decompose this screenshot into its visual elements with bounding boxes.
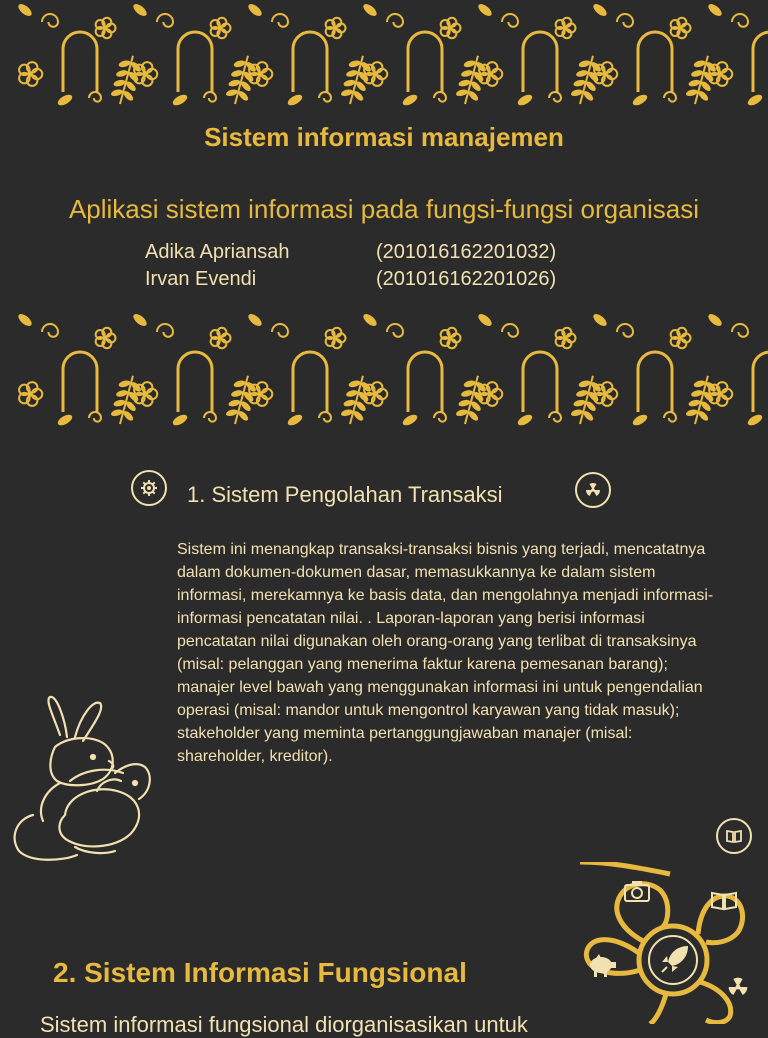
- swirl-motif: [157, 14, 173, 27]
- author-name: Adika Apriansah: [145, 241, 290, 263]
- flower-motif: [671, 18, 691, 38]
- leaf-motif: [56, 413, 74, 428]
- flower-motif: [671, 328, 691, 348]
- leaf-motif: [516, 93, 534, 108]
- author-id: (201016162201032): [376, 241, 557, 263]
- camera-icon: [624, 880, 650, 902]
- leaf-motif: [746, 93, 764, 108]
- leaf-motif: [706, 2, 723, 18]
- flower-motif: [556, 18, 576, 38]
- flower-motif: [594, 62, 617, 86]
- swirl-motif: [387, 14, 403, 27]
- swirl-motif: [387, 324, 403, 337]
- swirl-motif: [664, 412, 676, 422]
- leaf-sprig-motif: [108, 52, 145, 107]
- flower-motif: [326, 328, 346, 348]
- section-title-2: 2. Sistem Informasi Fungsional: [53, 957, 467, 988]
- swirl-motif: [434, 92, 446, 102]
- flower-motif: [96, 18, 116, 38]
- swirl-motif: [272, 324, 288, 337]
- swirl-motif: [502, 324, 518, 337]
- book-icon: [716, 818, 752, 854]
- page-subtitle: Aplikasi sistem informasi pada fungsi-fungsi organisasi: [68, 194, 700, 224]
- floral-border-top: [0, 0, 768, 112]
- swirl-motif: [89, 92, 101, 102]
- leaf-sprig-motif: [338, 372, 375, 427]
- leaf-motif: [361, 2, 378, 18]
- arch-motif: [178, 352, 212, 412]
- flower-motif: [211, 18, 231, 38]
- radiation-icon: [726, 975, 750, 999]
- swirl-motif: [204, 92, 216, 102]
- swirl-motif: [617, 324, 633, 337]
- leaf-motif: [746, 413, 764, 428]
- leaf-motif: [131, 312, 148, 328]
- section-title-1: 1. Sistem Pengolahan Transaksi: [187, 482, 503, 507]
- leaf-sprig-motif: [223, 52, 260, 107]
- leaf-sprig-motif: [568, 52, 605, 107]
- flower-motif: [96, 328, 116, 348]
- flower-motif: [441, 328, 461, 348]
- flower-motif: [556, 328, 576, 348]
- swirl-motif: [157, 324, 173, 337]
- swirl-motif: [42, 14, 58, 27]
- arch-motif: [178, 32, 212, 92]
- arch-motif: [408, 352, 442, 412]
- flower-motif: [19, 382, 42, 406]
- leaf-motif: [631, 413, 649, 428]
- leaf-motif: [171, 93, 189, 108]
- leaf-sprig-motif: [338, 52, 375, 107]
- leaf-motif: [16, 2, 33, 18]
- swirl-motif: [549, 92, 561, 102]
- swirl-motif: [617, 14, 633, 27]
- arch-motif: [753, 32, 768, 92]
- leaf-motif: [401, 413, 419, 428]
- page-title: Sistem informasi manajemen: [204, 122, 564, 152]
- leaf-motif: [516, 413, 534, 428]
- leaf-motif: [286, 93, 304, 108]
- swirl-motif: [664, 92, 676, 102]
- swirl-motif: [319, 412, 331, 422]
- arch-motif: [523, 32, 557, 92]
- leaf-sprig-motif: [683, 372, 720, 427]
- book-icon: [710, 890, 738, 912]
- swirl-motif: [732, 14, 748, 27]
- flower-motif: [326, 18, 346, 38]
- leaf-sprig-motif: [453, 372, 490, 427]
- flower-motif: [441, 18, 461, 38]
- leaf-motif: [361, 312, 378, 328]
- flower-motif: [709, 382, 732, 406]
- arch-motif: [753, 352, 768, 412]
- flower-motif: [479, 62, 502, 86]
- swirl-motif: [549, 412, 561, 422]
- section-body-2-partial: Sistem informasi fungsional diorganisasikan untuk: [40, 1012, 528, 1037]
- rocket-icon: [658, 942, 692, 976]
- leaf-motif: [476, 2, 493, 18]
- piggy-bank-icon: [586, 952, 618, 978]
- swirl-motif: [732, 324, 748, 337]
- leaf-sprig-motif: [683, 52, 720, 107]
- swirl-motif: [204, 412, 216, 422]
- arch-motif: [63, 32, 97, 92]
- leaf-motif: [131, 2, 148, 18]
- flower-motif: [134, 382, 157, 406]
- rabbit-illustration: [5, 695, 155, 865]
- leaf-motif: [16, 312, 33, 328]
- swirl-motif: [502, 14, 518, 27]
- floral-border-middle: [0, 310, 768, 432]
- swirl-motif: [319, 92, 331, 102]
- leaf-motif: [56, 93, 74, 108]
- arch-motif: [63, 352, 97, 412]
- flower-motif: [709, 62, 732, 86]
- leaf-motif: [591, 2, 608, 18]
- leaf-sprig-motif: [223, 372, 260, 427]
- author-id: (201016162201026): [376, 268, 557, 290]
- leaf-motif: [286, 413, 304, 428]
- radiation-icon: [575, 472, 611, 508]
- gear-icon: [131, 470, 167, 506]
- swirl-motif: [434, 412, 446, 422]
- flower-motif: [211, 328, 231, 348]
- flower-motif: [249, 62, 272, 86]
- leaf-sprig-motif: [453, 52, 490, 107]
- flower-motif: [249, 382, 272, 406]
- flower-motif: [594, 382, 617, 406]
- arch-motif: [293, 32, 327, 92]
- section-body-1: Sistem ini menangkap transaksi-transaksi bisnis yang terjadi, mencatatnya dalam dokumen-dokumen dasar, memasukkannya ke dalam sistem informasi, merekamnya ke basis data, dan mengolahnya menjadi informasi-informasi pencatatan nilai. . Laporan-laporan yang berisi informasi pencatatan nilai digunakan oleh orang-orang yang terlibat di transaksinya (misal: pelanggan yang menerima faktur karena pemesanan barang); manajer level bawah yang menggunakan informasi ini untuk pengendalian operasi (misal: mandor untuk mengontrol karyawan yang tidak masuk); stakeholder yang meminta pertanggungjawaban manajer (misal: shareholder, kreditor).: [177, 541, 714, 765]
- flower-motif: [134, 62, 157, 86]
- arch-motif: [523, 352, 557, 412]
- leaf-motif: [246, 312, 263, 328]
- leaf-motif: [246, 2, 263, 18]
- leaf-motif: [476, 312, 493, 328]
- flower-motif: [479, 382, 502, 406]
- leaf-motif: [631, 93, 649, 108]
- swirl-motif: [89, 412, 101, 422]
- swirl-motif: [272, 14, 288, 27]
- arch-motif: [293, 352, 327, 412]
- leaf-motif: [706, 312, 723, 328]
- leaf-sprig-motif: [568, 372, 605, 427]
- arch-motif: [408, 32, 442, 92]
- arch-motif: [638, 32, 672, 92]
- leaf-motif: [591, 312, 608, 328]
- swirl-motif: [42, 324, 58, 337]
- arch-motif: [638, 352, 672, 412]
- leaf-motif: [171, 413, 189, 428]
- flower-motif: [19, 62, 42, 86]
- flower-motif: [364, 382, 387, 406]
- leaf-motif: [401, 93, 419, 108]
- leaf-sprig-motif: [108, 372, 145, 427]
- author-name: Irvan Evendi: [145, 268, 257, 290]
- flower-motif: [364, 62, 387, 86]
